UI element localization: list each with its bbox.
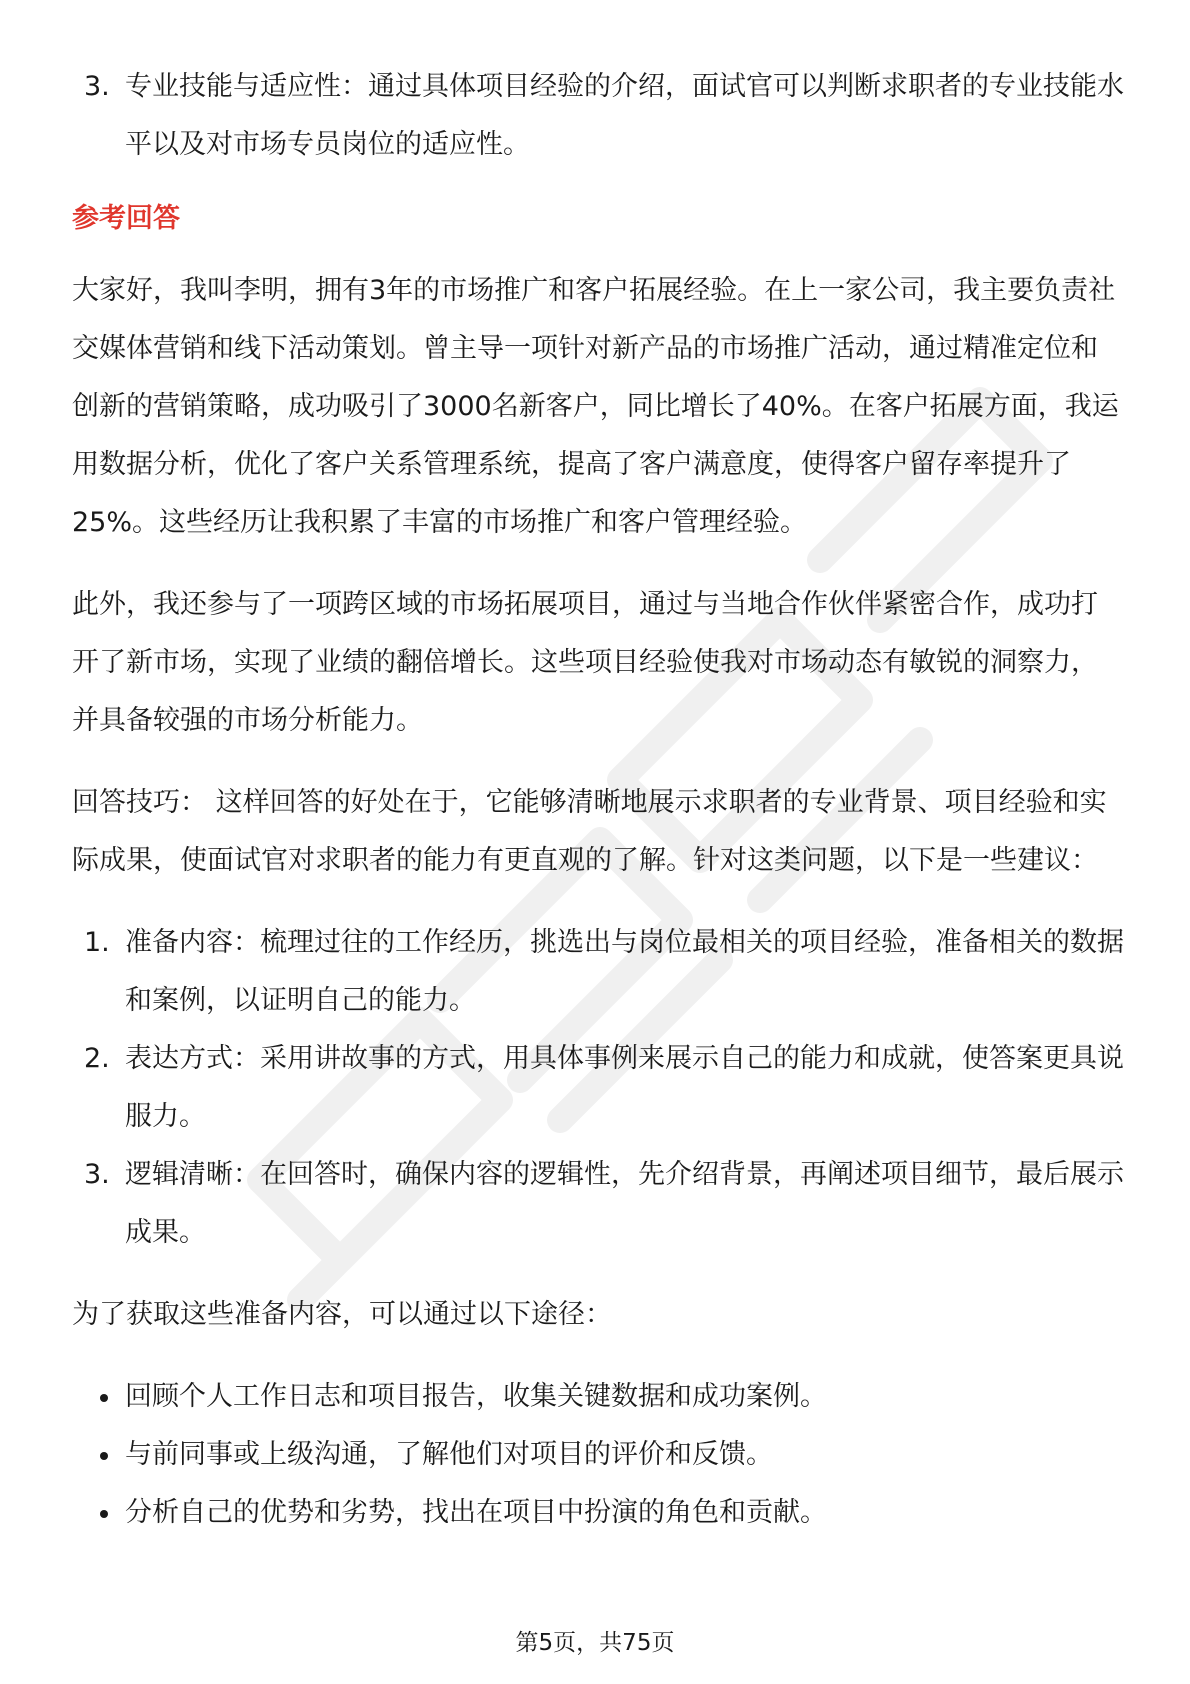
reference-answer-heading: 参考回答	[72, 203, 180, 234]
tips-item	[72, 1030, 1124, 1146]
tips-list	[72, 914, 1124, 1262]
criteria-list	[72, 58, 1124, 174]
tips-item	[72, 914, 1124, 1030]
list-text: 表达方式：采用讲故事的方式，用具体事例来展示自己的能力和成就，使答案更具说服力。	[125, 1043, 1124, 1132]
bullet-item	[72, 1368, 1124, 1426]
bullet-item	[72, 1484, 1124, 1542]
sources-bullet-list	[72, 1368, 1124, 1542]
list-text: 专业技能与适应性：通过具体项目经验的介绍，面试官可以判断求职者的专业技能水平以及对市场专员岗位的适应性。	[125, 71, 1124, 160]
tips-item	[72, 1146, 1124, 1262]
page-number-footer: 第5页，共75页	[515, 1630, 675, 1656]
list-number: 3.	[84, 1159, 110, 1190]
bullet-dot-icon	[100, 1394, 108, 1402]
list-number: 3.	[84, 71, 110, 102]
document-body	[72, 58, 1124, 1542]
list-text: 准备内容：梳理过往的工作经历，挑选出与岗位最相关的项目经验，准备相关的数据和案例，以证明自己的能力。	[125, 927, 1124, 1016]
criteria-item	[72, 58, 1124, 174]
list-number: 2.	[84, 1043, 110, 1074]
list-number: 1.	[84, 927, 110, 958]
list-text: 逻辑清晰：在回答时，确保内容的逻辑性，先介绍背景，再阐述项目细节，最后展示成果。	[125, 1159, 1124, 1248]
answer-paragraph-2: 此外，我还参与了一项跨区域的市场拓展项目，通过与当地合作伙伴紧密合作，成功打开了新市场，实现了业绩的翻倍增长。这些项目经验使我对市场动态有敏锐的洞察力，并具备较强的市场分析能力。	[72, 589, 1098, 736]
bullet-dot-icon	[100, 1452, 108, 1460]
sources-intro: 为了获取这些准备内容，可以通过以下途径：	[72, 1299, 612, 1330]
bullet-text: 与前同事或上级沟通，了解他们对项目的评价和反馈。	[125, 1439, 773, 1470]
tips-paragraph: 回答技巧： 这样回答的好处在于，它能够清晰地展示求职者的专业背景、项目经验和实际成果，使面试官对求职者的能力有更直观的了解。针对这类问题，以下是一些建议：	[72, 787, 1107, 876]
answer-paragraph-1: 大家好，我叫李明，拥有3年的市场推广和客户拓展经验。在上一家公司，我主要负责社交媒体营销和线下活动策划。曾主导一项针对新产品的市场推广活动，通过精准定位和创新的营销策略，成功吸引了3000名新客户，同比增长了40%。在客户拓展方面，我运用数据分析，优化了客户关系管理系统，提高了客户满意度，使得客户留存率提升了25%。这些经历让我积累了丰富的市场推广和客户管理经验。	[72, 275, 1119, 538]
bullet-text: 分析自己的优势和劣势，找出在项目中扮演的角色和贡献。	[125, 1497, 827, 1528]
bullet-dot-icon	[100, 1510, 108, 1518]
bullet-item	[72, 1426, 1124, 1484]
bullet-text: 回顾个人工作日志和项目报告，收集关键数据和成功案例。	[125, 1381, 827, 1412]
